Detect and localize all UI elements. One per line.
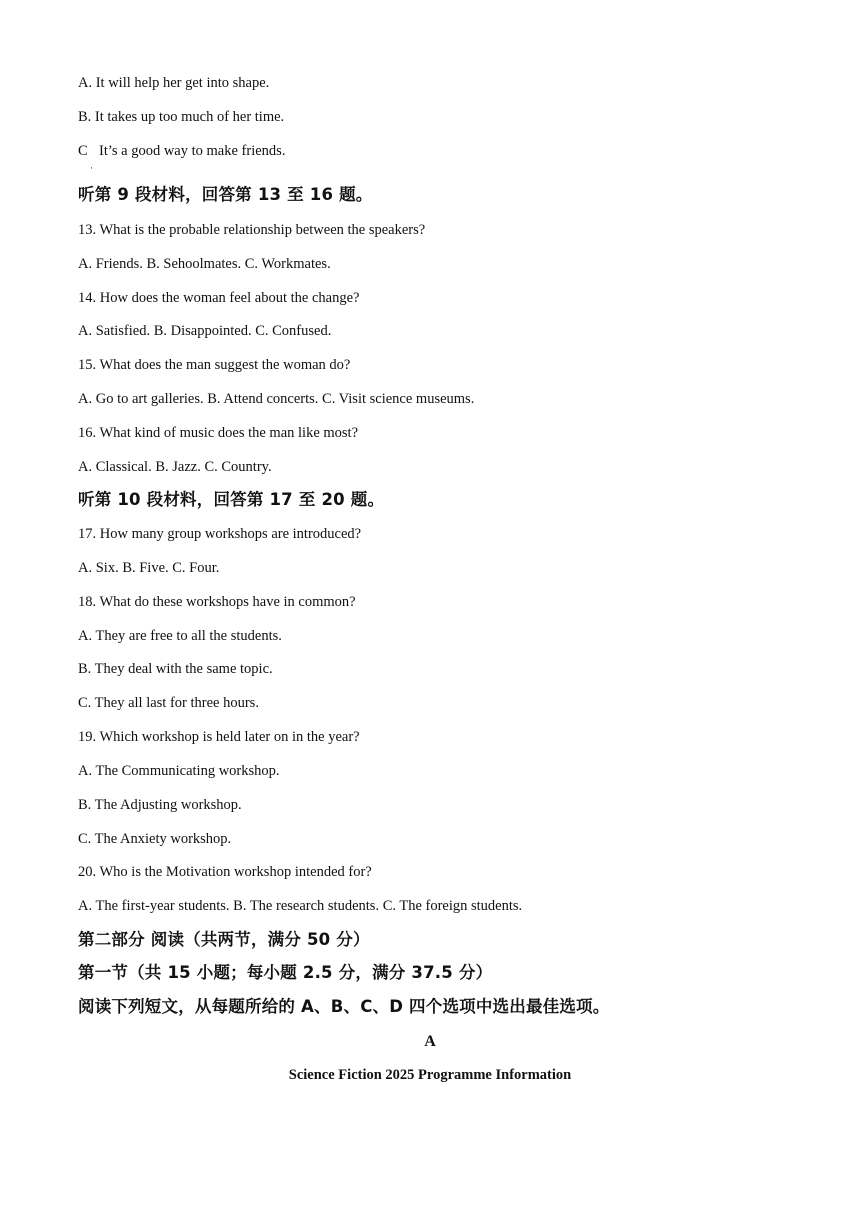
q18-option-a: A. They are free to all the students.: [78, 628, 282, 644]
reading-instructions: 阅读下列短文，从每题所给的 A、B、C、D 四个选项中选出最佳选项。: [78, 997, 610, 1016]
q12-option-c-text: It’s a good way to make friends.: [99, 143, 286, 159]
q14-options: A. Satisfied. B. Disappointed. C. Confused.: [78, 323, 332, 339]
q15-question: 15. What does the man suggest the woman do?: [78, 357, 351, 373]
passage-title: Science Fiction 2025 Programme Information: [288, 1067, 572, 1083]
q17-question: 17. How many group workshops are introduced?: [78, 526, 362, 542]
q16-question: 16. What kind of music does the man like most?: [78, 425, 359, 441]
q19-option-a: A. The Communicating workshop.: [78, 763, 280, 779]
q12-option-a: A. It will help her get into shape.: [78, 75, 270, 91]
q15-options: A. Go to art galleries. B. Attend concerts. C. Visit science museums.: [78, 391, 475, 407]
q17-options: A. Six. B. Five. C. Four.: [78, 560, 220, 576]
q13-question: 13. What is the probable relationship between the speakers?: [78, 222, 426, 238]
part2-section1-heading: 第一节（共 15 小题；每小题 2.5 分，满分 37.5 分）: [78, 963, 493, 982]
q12-option-b: B. It takes up too much of her time.: [78, 109, 285, 125]
q12-option-c-letter: C ·: [78, 143, 93, 173]
q16-options: A. Classical. B. Jazz. C. Country.: [78, 459, 272, 475]
q20-options: A. The first-year students. B. The research students. C. The foreign students.: [78, 898, 523, 914]
section10-heading: 听第 10 段材料，回答第 17 至 20 题。: [78, 490, 385, 509]
part2-heading: 第二部分 阅读（共两节，满分 50 分）: [78, 930, 370, 949]
q20-question: 20. Who is the Motivation workshop intended for?: [78, 864, 372, 880]
q18-option-b: B. They deal with the same topic.: [78, 661, 273, 677]
q12-option-c: [78, 142, 286, 173]
q14-question: 14. How does the woman feel about the change?: [78, 290, 360, 306]
q19-option-c: C. The Anxiety workshop.: [78, 831, 232, 847]
stray-dot-mark: ·: [90, 163, 93, 173]
section9-heading: 听第 9 段材料，回答第 13 至 16 题。: [78, 185, 373, 204]
q19-option-b: B. The Adjusting workshop.: [78, 797, 242, 813]
q13-options: A. Friends. B. Sehoolmates. C. Workmates.: [78, 256, 331, 272]
passage-letter: A: [424, 1033, 436, 1050]
q19-question: 19. Which workshop is held later on in the year?: [78, 729, 360, 745]
q18-option-c: C. They all last for three hours.: [78, 695, 259, 711]
q18-question: 18. What do these workshops have in common?: [78, 594, 356, 610]
